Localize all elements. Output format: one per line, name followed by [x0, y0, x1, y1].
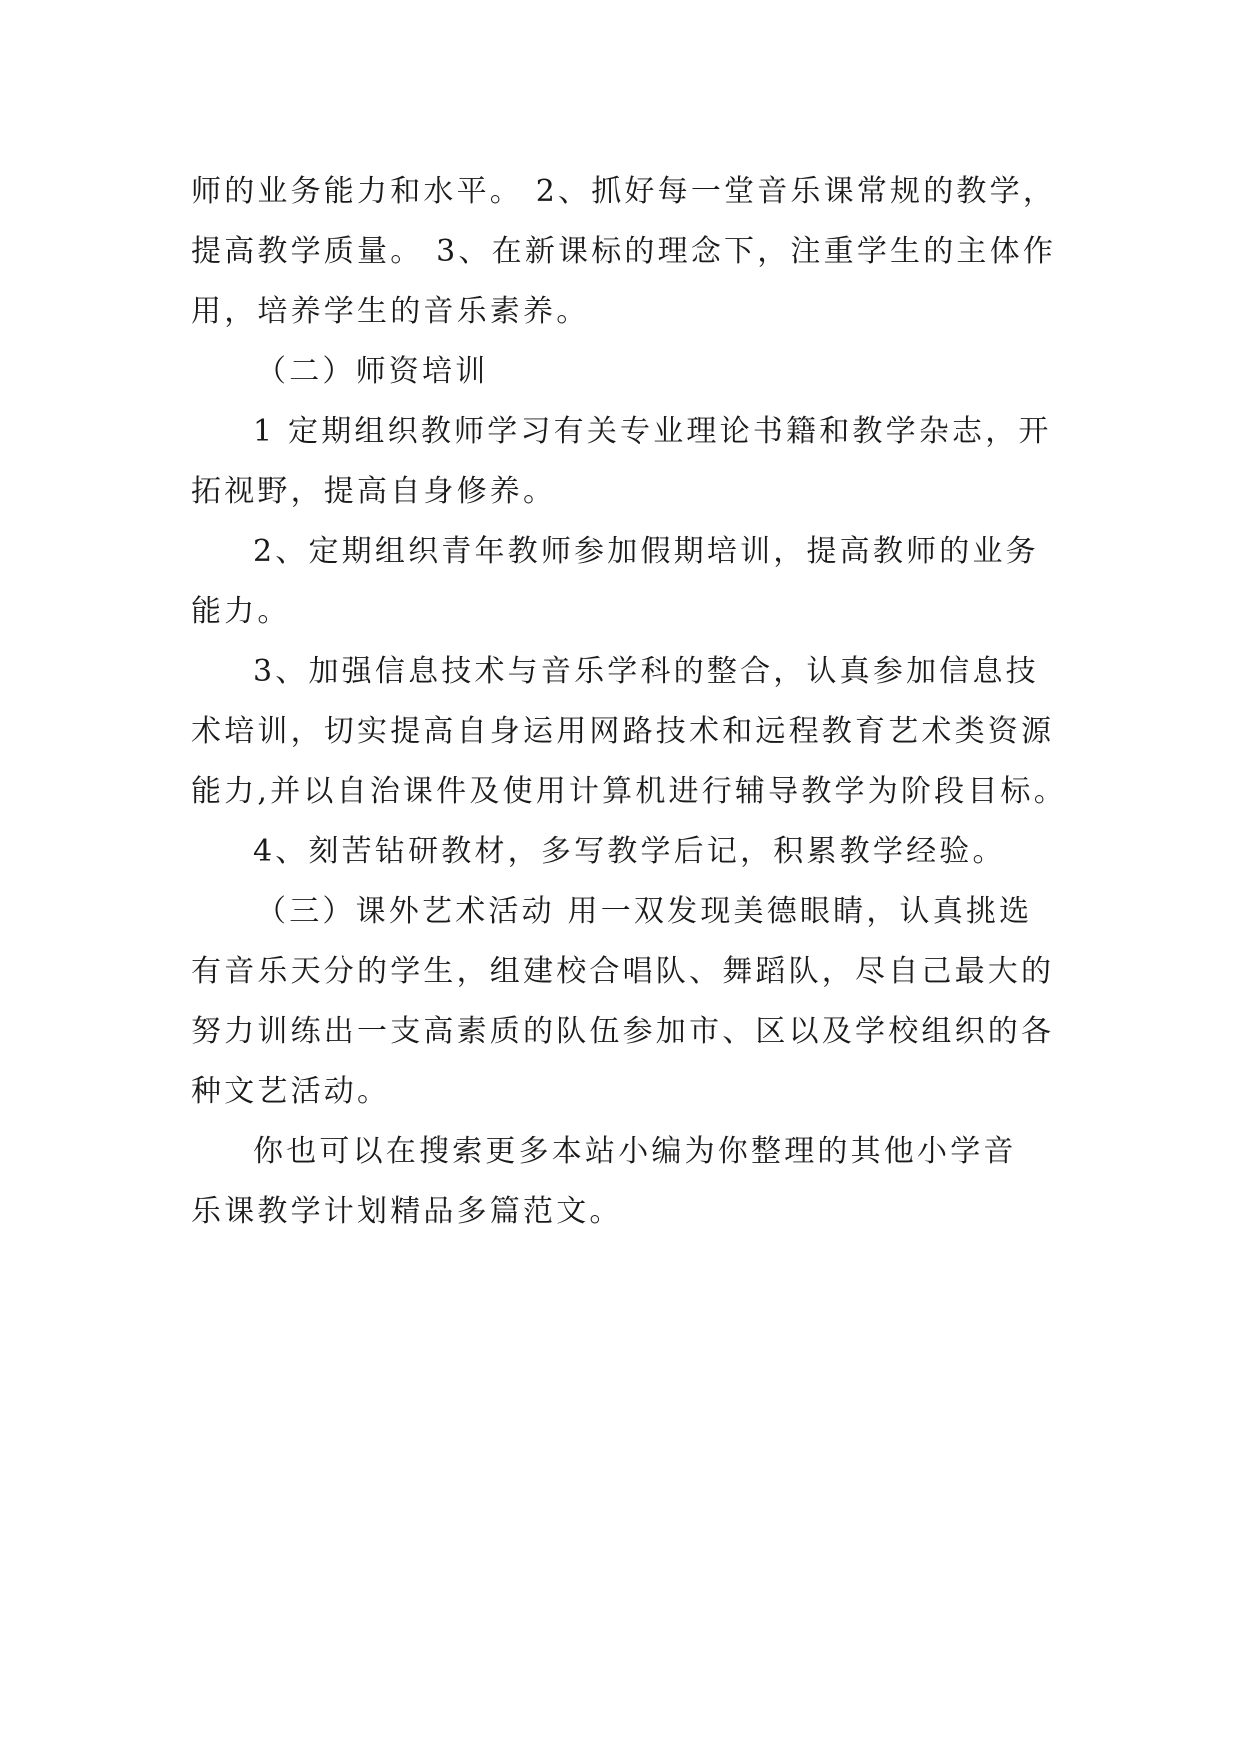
text-line: 乐课教学计划精品多篇范文。	[191, 1194, 623, 1229]
section-heading-teacher-training: （二）师资培训	[256, 354, 489, 389]
text-line: 师的业务能力和水平。 2、抓好每一堂音乐课常规的教学，	[191, 174, 1057, 209]
text-line: 有音乐天分的学生，组建校合唱队、舞蹈队，尽自己最大的	[191, 954, 1055, 989]
text-line: 能力,并以自治课件及使用计算机进行辅导教学为阶段目标。	[191, 774, 1067, 809]
text-line: 1 定期组织教师学习有关专业理论书籍和教学杂志，开	[253, 414, 1052, 449]
text-line: 用，培养学生的音乐素养。	[191, 294, 590, 329]
text-line: 你也可以在搜索更多本站小编为你整理的其他小学音	[253, 1134, 1017, 1169]
text-line: 拓视野，提高自身修养。	[191, 474, 557, 509]
text-line: 术培训，切实提高自身运用网路技术和远程教育艺术类资源	[191, 714, 1055, 749]
document-body	[191, 162, 1067, 1242]
text-line: 努力训练出一支高素质的队伍参加市、区以及学校组织的各	[191, 1014, 1055, 1049]
text-line: 3、加强信息技术与音乐学科的整合，认真参加信息技	[253, 654, 1039, 689]
text-line: 2、定期组织青年教师参加假期培训，提高教师的业务	[253, 534, 1039, 569]
text-line: 提高教学质量。 3、在新课标的理念下，注重学生的主体作	[191, 234, 1057, 269]
text-line: 4、刻苦钻研教材，多写教学后记，积累教学经验。	[253, 834, 1006, 869]
text-line: 能力。	[191, 594, 291, 629]
section-heading-extracurricular: （三）课外艺术活动 用一双发现美德眼睛，认真挑选	[256, 894, 1033, 929]
text-line: 种文艺活动。	[191, 1074, 391, 1109]
